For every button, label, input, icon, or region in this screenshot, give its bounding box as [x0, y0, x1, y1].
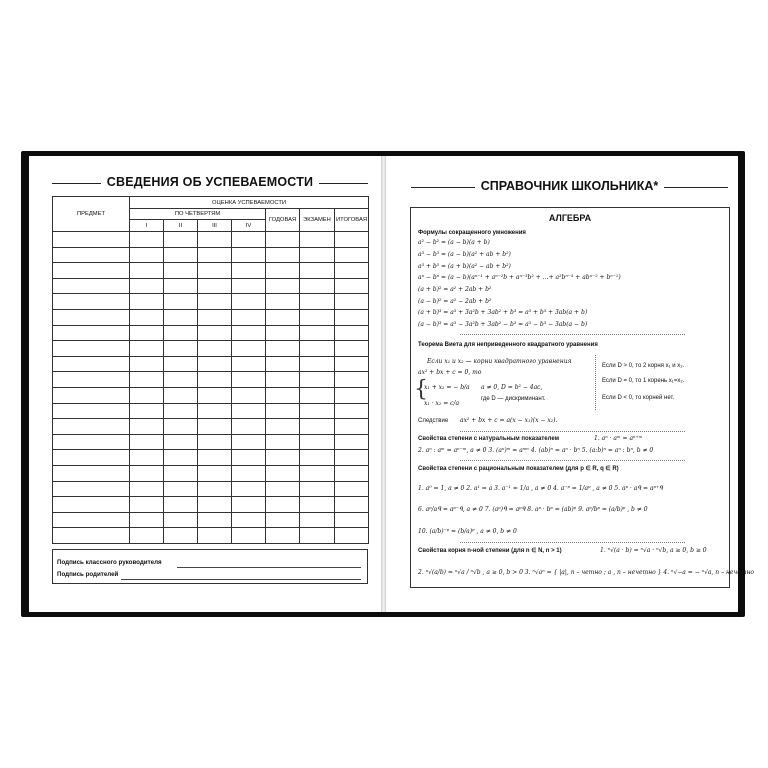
grade-cell[interactable] — [335, 481, 369, 497]
subject-cell[interactable] — [53, 419, 130, 435]
grade-cell[interactable] — [198, 278, 232, 294]
subject-cell[interactable] — [53, 247, 130, 263]
grade-cell[interactable] — [130, 341, 164, 357]
grade-cell[interactable] — [335, 512, 369, 528]
grade-cell[interactable] — [300, 434, 335, 450]
grade-cell[interactable] — [198, 247, 232, 263]
grade-cell[interactable] — [300, 309, 335, 325]
grade-cell[interactable] — [198, 263, 232, 279]
grade-cell[interactable] — [300, 325, 335, 341]
grade-cell[interactable] — [232, 512, 266, 528]
rational-power-rules: 10. (a/b)⁻ᵖ = (b/a)ᵖ , a ≠ 0, b ≠ 0 — [418, 528, 517, 535]
subject-cell[interactable] — [53, 341, 130, 357]
spine — [381, 156, 386, 612]
table-row — [53, 481, 369, 497]
grade-cell[interactable] — [266, 419, 300, 435]
root-rules: 2. ⁿ√(a/b) = ⁿ√a / ⁿ√b , a ≥ 0, b > 0 3. ⁿ√aⁿ = { |a|, n – четно ; a , n – нечетно } 4. ⁿ√−a = − ⁿ√a, n – нечетно — [418, 569, 755, 576]
table-row — [53, 497, 369, 513]
grades-header: ОЦЕНКА УСПЕВАЕМОСТИ — [130, 197, 369, 209]
grade-cell[interactable] — [164, 263, 198, 279]
grade-cell[interactable] — [232, 450, 266, 466]
grade-cell[interactable] — [335, 434, 369, 450]
formula-line: (a − b)³ = a³ − 3a²b + 3ab² − b³ = a³ − b³ − 3ab(a − b) — [418, 321, 588, 328]
grade-cell[interactable] — [130, 497, 164, 513]
grade-cell[interactable] — [232, 309, 266, 325]
quarter-2-header: II — [164, 220, 198, 232]
root-heading: Свойства корня n-ной степени (для n ∈ N, n > 1) — [418, 548, 562, 554]
table-row — [53, 387, 369, 403]
grade-cell[interactable] — [335, 356, 369, 372]
exam-header: ЭКЗАМЕН — [300, 209, 335, 232]
grade-cell[interactable] — [266, 450, 300, 466]
root-rule: 1. ⁿ√(a · b) = ⁿ√a · ⁿ√b, a ≥ 0, b ≥ 0 — [600, 547, 707, 554]
grade-cell[interactable] — [335, 309, 369, 325]
formula-line: aⁿ − bⁿ = (a − b)(aⁿ⁻¹ + aⁿ⁻²b + aⁿ⁻³b² + …+ a²bⁿ⁻³ + abⁿ⁻² + bⁿ⁻¹) — [418, 274, 621, 281]
grade-cell[interactable] — [300, 278, 335, 294]
formula-line: (a + b)³ = a³ + 3a²b + 3ab² + b³ = a³ + b³ + 3ab(a + b) — [418, 309, 588, 316]
brace-glyph: { — [414, 377, 428, 402]
parent-signature-line[interactable] — [121, 579, 361, 580]
grade-cell[interactable] — [266, 434, 300, 450]
vieta-consequence-label: Следствие — [418, 418, 449, 424]
grade-cell[interactable] — [198, 528, 232, 544]
grade-cell[interactable] — [198, 419, 232, 435]
grades-table — [52, 196, 369, 544]
grade-cell[interactable] — [266, 465, 300, 481]
vieta-consequence: ax² + bx + c = a(x − x₁)(x − x₂). — [460, 417, 558, 424]
grade-cell[interactable] — [232, 247, 266, 263]
grade-cell[interactable] — [232, 497, 266, 513]
grade-cell[interactable] — [335, 528, 369, 544]
table-row — [53, 372, 369, 388]
table-row — [53, 341, 369, 357]
grade-cell[interactable] — [266, 528, 300, 544]
parent-signature-label: Подпись родителей — [57, 571, 119, 578]
vieta-sum: x₁ + x₂ = − b/a — [424, 384, 470, 391]
grade-cell[interactable] — [164, 434, 198, 450]
grade-cell[interactable] — [164, 387, 198, 403]
grade-cell[interactable] — [164, 450, 198, 466]
grade-cell[interactable] — [130, 528, 164, 544]
formula-line: (a + b)² = a² + 2ab + b² — [418, 286, 492, 293]
table-row — [53, 528, 369, 544]
grade-cell[interactable] — [300, 263, 335, 279]
formulas-heading: Формулы сокращенного умножения — [418, 230, 526, 236]
grade-cell[interactable] — [198, 356, 232, 372]
formula-line: (a − b)² = a² − 2ab + b² — [418, 298, 492, 305]
natural-power-rules: 2. aⁿ : aᵐ = aⁿ⁻ᵐ, a ≠ 0 3. (aⁿ)ᵐ = aⁿᵐ 4. (ab)ⁿ = aⁿ · bⁿ 5. (a:b)ⁿ = aⁿ : bⁿ, b ≠ 0 — [418, 447, 654, 454]
grade-cell[interactable] — [130, 387, 164, 403]
grade-cell[interactable] — [232, 263, 266, 279]
table-row — [53, 465, 369, 481]
grade-cell[interactable] — [164, 278, 198, 294]
grade-cell[interactable] — [198, 512, 232, 528]
grade-cell[interactable] — [232, 341, 266, 357]
formula-line: a³ − b³ = (a − b)(a² + ab + b²) — [418, 251, 511, 258]
table-row — [53, 309, 369, 325]
subject-cell[interactable] — [53, 403, 130, 419]
grade-cell[interactable] — [300, 481, 335, 497]
grade-cell[interactable] — [164, 294, 198, 310]
annual-header: ГОДОВАЯ — [266, 209, 300, 232]
rational-power-heading: Свойства степени с рациональным показателем (для p ∈ R, q ∈ R) — [418, 466, 619, 472]
quarters-header: ПО ЧЕТВЕРТЯМ — [130, 209, 266, 220]
teacher-signature-label: Подпись классного руководителя — [57, 559, 162, 566]
subject-cell[interactable] — [53, 356, 130, 372]
grade-cell[interactable] — [335, 278, 369, 294]
table-row — [53, 419, 369, 435]
subject-cell[interactable] — [53, 232, 130, 248]
grade-cell[interactable] — [164, 372, 198, 388]
algebra-heading: АЛГЕБРА — [548, 213, 592, 223]
grade-cell[interactable] — [266, 325, 300, 341]
grade-cell[interactable] — [266, 356, 300, 372]
grade-cell[interactable] — [300, 528, 335, 544]
grade-cell[interactable] — [232, 294, 266, 310]
divider — [460, 334, 685, 335]
grade-cell[interactable] — [335, 450, 369, 466]
subject-cell[interactable] — [53, 528, 130, 544]
grade-cell[interactable] — [164, 419, 198, 435]
grade-cell[interactable] — [130, 434, 164, 450]
grade-cell[interactable] — [232, 481, 266, 497]
grade-cell[interactable] — [130, 232, 164, 248]
grade-cell[interactable] — [164, 309, 198, 325]
vieta-condition: a ≠ 0, D = b² − 4ac, — [481, 384, 543, 391]
table-row — [53, 247, 369, 263]
grade-cell[interactable] — [232, 232, 266, 248]
grade-cell[interactable] — [198, 325, 232, 341]
grade-cell[interactable] — [300, 341, 335, 357]
grade-cell[interactable] — [130, 372, 164, 388]
grade-cell[interactable] — [130, 309, 164, 325]
quarter-4-header: IV — [232, 220, 266, 232]
grade-cell[interactable] — [130, 403, 164, 419]
grade-cell[interactable] — [198, 481, 232, 497]
grade-cell[interactable] — [335, 232, 369, 248]
right-page-title — [411, 178, 728, 196]
grade-cell[interactable] — [335, 403, 369, 419]
subject-cell[interactable] — [53, 278, 130, 294]
grade-cell[interactable] — [198, 341, 232, 357]
grade-cell[interactable] — [266, 372, 300, 388]
grade-cell[interactable] — [198, 497, 232, 513]
grade-cell[interactable] — [232, 419, 266, 435]
grade-cell[interactable] — [300, 419, 335, 435]
grade-cell[interactable] — [266, 341, 300, 357]
grade-cell[interactable] — [266, 481, 300, 497]
grade-cell[interactable] — [130, 356, 164, 372]
signature-box — [52, 549, 368, 584]
subject-cell[interactable] — [53, 481, 130, 497]
grade-cell[interactable] — [130, 512, 164, 528]
grade-cell[interactable] — [198, 309, 232, 325]
grade-cell[interactable] — [130, 263, 164, 279]
natural-power-heading: Свойства степени с натуральным показателем — [418, 436, 560, 442]
grade-cell[interactable] — [232, 403, 266, 419]
grade-cell[interactable] — [300, 403, 335, 419]
table-row — [53, 232, 369, 248]
grade-cell[interactable] — [198, 434, 232, 450]
table-row — [53, 278, 369, 294]
divider — [460, 542, 685, 543]
left-title-text: СВЕДЕНИЯ ОБ УСПЕВАЕМОСТИ — [101, 175, 319, 189]
grade-cell[interactable] — [164, 247, 198, 263]
grade-cell[interactable] — [266, 387, 300, 403]
grade-cell[interactable] — [130, 481, 164, 497]
discriminant-case: Если D > 0, то 2 корня x₁ и x₂. — [602, 363, 685, 369]
subject-cell[interactable] — [53, 294, 130, 310]
grade-cell[interactable] — [232, 356, 266, 372]
grade-cell[interactable] — [300, 232, 335, 248]
grade-cell[interactable] — [266, 497, 300, 513]
grade-cell[interactable] — [335, 263, 369, 279]
grade-cell[interactable] — [232, 465, 266, 481]
grade-cell[interactable] — [266, 403, 300, 419]
rational-power-rules: 6. aᵖ/aᑫ = aᵖ⁻ᑫ, a ≠ 0 7. (aᵖ)ᑫ = aᵖᑫ 8. aᵖ · bᵖ = (ab)ᵖ 9. aᵖ/bᵖ = (a/b)ᵖ , b ≠ 0 — [418, 506, 648, 513]
grade-cell[interactable] — [266, 294, 300, 310]
grade-cell[interactable] — [130, 278, 164, 294]
subject-header: ПРЕДМЕТ — [53, 197, 130, 232]
grade-cell[interactable] — [164, 497, 198, 513]
grade-cell[interactable] — [300, 372, 335, 388]
subject-cell[interactable] — [53, 434, 130, 450]
right-title-text: СПРАВОЧНИК ШКОЛЬНИКА* — [475, 179, 665, 193]
grade-cell[interactable] — [130, 247, 164, 263]
final-header: ИТОГОВАЯ — [335, 209, 369, 232]
grade-cell[interactable] — [164, 356, 198, 372]
grade-cell[interactable] — [300, 294, 335, 310]
grade-cell[interactable] — [300, 247, 335, 263]
divider — [595, 355, 596, 410]
grade-cell[interactable] — [232, 434, 266, 450]
grade-cell[interactable] — [335, 465, 369, 481]
grade-cell[interactable] — [198, 387, 232, 403]
grade-cell[interactable] — [266, 278, 300, 294]
grade-cell[interactable] — [164, 325, 198, 341]
natural-power-rule: 1. aⁿ · aᵐ = aⁿ⁺ᵐ — [594, 435, 643, 442]
grade-cell[interactable] — [198, 232, 232, 248]
grade-cell[interactable] — [130, 325, 164, 341]
grade-cell[interactable] — [198, 372, 232, 388]
formula-line: a³ + b³ = (a + b)(a² − ab + b²) — [418, 263, 511, 270]
grade-cell[interactable] — [335, 341, 369, 357]
table-row — [53, 403, 369, 419]
grade-cell[interactable] — [232, 278, 266, 294]
grade-cell[interactable] — [300, 497, 335, 513]
vieta-line: Если x₁ и x₂ — корни квадратного уравнения — [427, 358, 572, 365]
vieta-product: x₁ · x₂ = c/a — [424, 400, 460, 407]
discriminant-case: Если D < 0, то корней нет. — [602, 395, 675, 401]
grade-cell[interactable] — [232, 387, 266, 403]
table-row — [53, 356, 369, 372]
grade-cell[interactable] — [232, 372, 266, 388]
grade-cell[interactable] — [266, 512, 300, 528]
grade-cell[interactable] — [335, 247, 369, 263]
grade-cell[interactable] — [130, 419, 164, 435]
table-row — [53, 450, 369, 466]
subject-cell[interactable] — [53, 450, 130, 466]
grade-cell[interactable] — [198, 450, 232, 466]
grade-cell[interactable] — [198, 465, 232, 481]
subject-cell[interactable] — [53, 325, 130, 341]
grade-cell[interactable] — [266, 309, 300, 325]
grade-cell[interactable] — [164, 403, 198, 419]
grade-cell[interactable] — [130, 465, 164, 481]
table-row — [53, 263, 369, 279]
grade-cell[interactable] — [300, 356, 335, 372]
subject-cell[interactable] — [53, 309, 130, 325]
divider — [460, 460, 685, 461]
grade-cell[interactable] — [164, 481, 198, 497]
grade-cell[interactable] — [335, 294, 369, 310]
teacher-signature-line[interactable] — [177, 567, 361, 568]
grade-cell[interactable] — [335, 497, 369, 513]
grade-cell[interactable] — [164, 528, 198, 544]
grade-cell[interactable] — [164, 512, 198, 528]
grade-cell[interactable] — [300, 512, 335, 528]
subject-cell[interactable] — [53, 497, 130, 513]
grade-cell[interactable] — [266, 247, 300, 263]
table-row — [53, 325, 369, 341]
table-row — [53, 294, 369, 310]
left-page-title — [52, 174, 368, 192]
grade-cell[interactable] — [130, 450, 164, 466]
subject-cell[interactable] — [53, 512, 130, 528]
grade-cell[interactable] — [266, 232, 300, 248]
subject-cell[interactable] — [53, 372, 130, 388]
grade-cell[interactable] — [164, 341, 198, 357]
grade-cell[interactable] — [130, 294, 164, 310]
grade-cell[interactable] — [198, 403, 232, 419]
vieta-line: ax² + bx + c = 0, то — [418, 369, 482, 376]
grade-cell[interactable] — [300, 387, 335, 403]
vieta-where: где D — дискриминант. — [481, 396, 546, 402]
grade-cell[interactable] — [335, 387, 369, 403]
quarter-1-header: I — [130, 220, 164, 232]
grade-cell[interactable] — [335, 325, 369, 341]
grade-cell[interactable] — [335, 419, 369, 435]
grade-cell[interactable] — [300, 465, 335, 481]
divider — [460, 431, 685, 432]
grade-cell[interactable] — [266, 263, 300, 279]
discriminant-case: Если D = 0, то 1 корень x₁=x₂. — [602, 378, 685, 384]
grade-cell[interactable] — [335, 372, 369, 388]
grade-cell[interactable] — [232, 325, 266, 341]
vieta-heading: Теорема Виета для неприведенного квадратного уравнения — [418, 342, 598, 348]
grade-cell[interactable] — [232, 528, 266, 544]
grade-cell[interactable] — [300, 450, 335, 466]
formula-line: a² − b² = (a − b)(a + b) — [418, 239, 490, 246]
subject-cell[interactable] — [53, 263, 130, 279]
quarter-3-header: III — [198, 220, 232, 232]
rational-power-rules: 1. a⁰ = 1, a ≠ 0 2. a¹ = a 3. a⁻¹ = 1/a , a ≠ 0 4. a⁻ᵖ = 1/aᵖ , a ≠ 0 5. aᵖ · aᑫ = aᵖ⁺ᑫ — [418, 485, 663, 492]
subject-cell[interactable] — [53, 387, 130, 403]
table-row — [53, 512, 369, 528]
grade-cell[interactable] — [198, 294, 232, 310]
grade-cell[interactable] — [164, 465, 198, 481]
table-row — [53, 434, 369, 450]
grade-cell[interactable] — [164, 232, 198, 248]
subject-cell[interactable] — [53, 465, 130, 481]
